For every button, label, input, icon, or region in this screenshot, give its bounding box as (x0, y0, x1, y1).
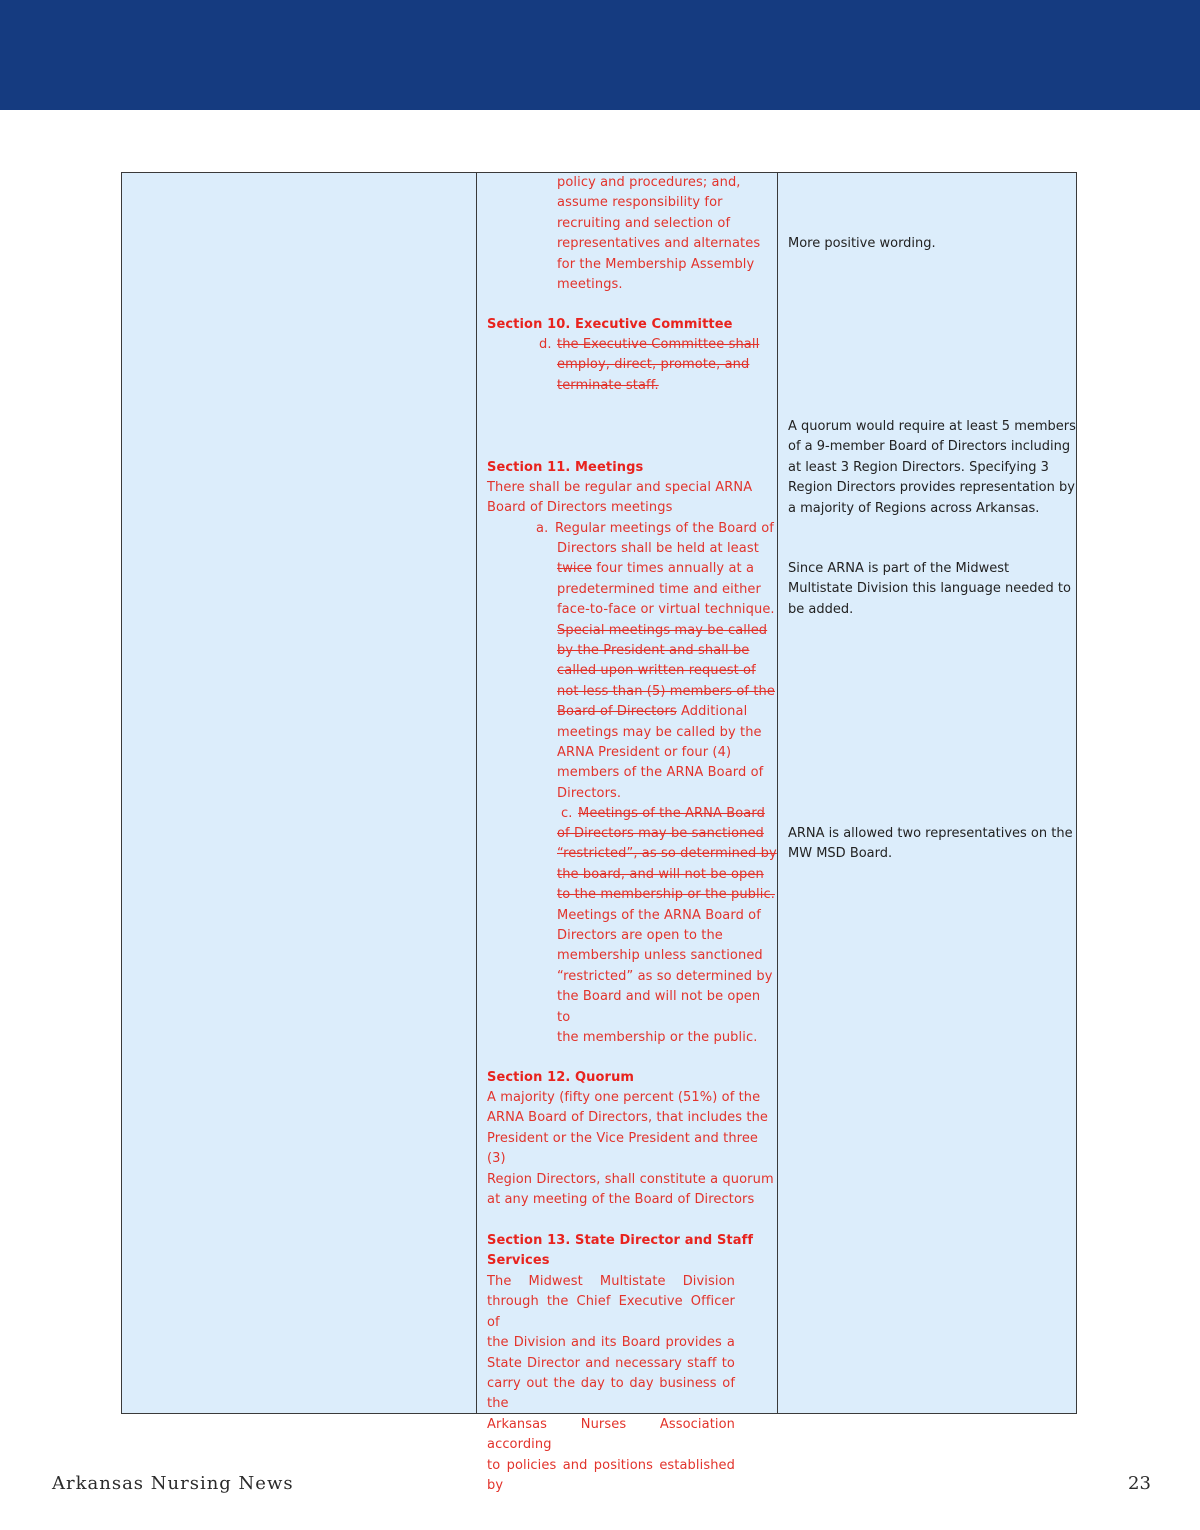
rationale-note-3: Since ARNA is part of the Midwest Multistate Division this language needed to be added. (788, 561, 1071, 617)
section-11-a-body: Directors shall be held at least twice four times annually at a predetermined time and either face-to-face or virtual technique. Special meetings may be called by the President and shall be called upon written request of not less than (5) members of the Board of Directors Additional meetings may be called by the ARNA President or four (4) members of the ARNA Board of Directors. (557, 541, 775, 801)
column-rationale (778, 173, 1078, 1413)
top-banner (0, 0, 1200, 110)
section-10-item-letter: d. (539, 337, 552, 352)
section-11-a-letter: a. (536, 521, 549, 536)
rationale-note-1: More positive wording. (788, 236, 936, 251)
column-current-bylaws (122, 173, 476, 1413)
section-11-a-first-line: Regular meetings of the Board of (555, 521, 774, 536)
top-block: policy and procedures; and, assume responsibility for recruiting and selection of representatives and alternates for the Membership Assembly meetings. (557, 175, 761, 293)
section-11-intro: There shall be regular and special ARNA Board of Directors meetings (487, 480, 753, 516)
page-number: 23 (1128, 1473, 1151, 1494)
section-12-body: A majority (fifty one percent (51%) of the ARNA Board of Directors, that includes the President or the Vice President and three (3) Region Directors, shall constitute a quorum at any meeting of the Board of Directors (487, 1090, 774, 1208)
section-11-c-body: of Directors may be sanctioned “restricted”, as so determined by the board, and will not be open to the membership or the public. Meetings of the ARNA Board of Directors are open to the membership unless sanctioned “restricted” as so determined by the Board and will not be open to the membership or the public. (557, 826, 777, 1046)
column-proposed-changes (476, 173, 778, 1494)
rationale-note-4: ARNA is allowed two representatives on the MW MSD Board. (788, 826, 1073, 862)
section-13-heading: Section 13. State Director and Staff Services (487, 1233, 754, 1269)
rationale-note-2: A quorum would require at least 5 members of a 9-member Board of Directors including at least 3 Region Directors. Specifying 3 Region Directors provides representation by a majority of Regions across Arkansas. (788, 419, 1076, 516)
section-10-heading: Section 10. Executive Committee (487, 317, 733, 332)
section-11-c-struck-first: Meetings of the ARNA Board (578, 806, 765, 821)
section-12-heading: Section 12. Quorum (487, 1070, 635, 1085)
publication-name: Arkansas Nursing News (52, 1473, 294, 1494)
section-13-body: The Midwest Multistate Division through the Chief Executive Officer of the Division and its Board provides a State Director and necessary staff to carry out the day to day business of the Arkansas Nurses Association according to policies and positions established by (487, 1274, 735, 1494)
section-11-c-letter: c. (561, 806, 573, 821)
section-10-struck-text: the Executive Committee shall employ, direct, promote, and terminate staff. (557, 337, 760, 393)
section-11-heading: Section 11. Meetings (487, 460, 644, 475)
